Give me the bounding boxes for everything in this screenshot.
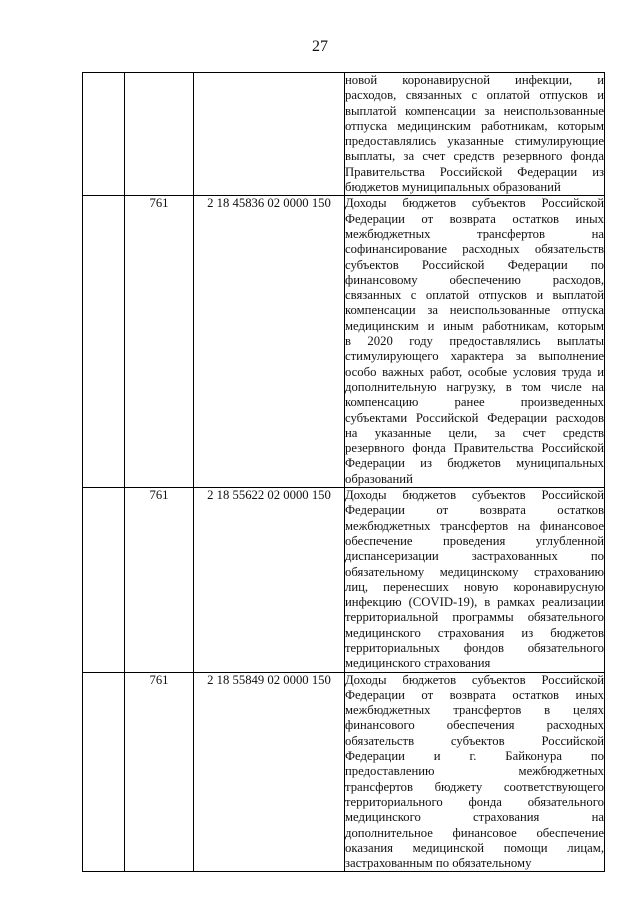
table-row bbox=[83, 488, 605, 673]
description-line: застрахованным по обязательному bbox=[345, 856, 532, 871]
description-cell bbox=[345, 196, 605, 488]
description-line: связанных с оплатой отпусков и выплатой bbox=[345, 288, 604, 303]
description-line: субъектами Российской Федерации расходов bbox=[345, 410, 604, 425]
description-line: Доходы бюджетов субъектов Российской bbox=[345, 488, 604, 503]
description-line: территориальной программы обязательного bbox=[345, 610, 604, 625]
admin-code-cell: 761 bbox=[125, 672, 194, 872]
description-line: на указанные цели, за счет средств bbox=[345, 425, 604, 440]
description-line: территориальных фондов обязательного bbox=[345, 640, 604, 655]
description-line: субъектов Российской Федерации по bbox=[345, 257, 604, 272]
description-line: межбюджетных трансфертов на bbox=[345, 226, 604, 241]
description-line: стимулирующего характера за выполнение bbox=[345, 349, 604, 364]
description-line: софинансирование расходных обязательств bbox=[345, 242, 604, 257]
budget-code-cell: 2 18 55849 02 0000 150 bbox=[194, 672, 345, 872]
row-number-cell bbox=[83, 73, 125, 196]
row-number-cell bbox=[83, 488, 125, 673]
budget-codes-table bbox=[82, 72, 605, 872]
description-line: Федерации от возврата остатков bbox=[345, 503, 604, 518]
description-cell bbox=[345, 672, 605, 872]
description-line: Федерации от возврата остатков иных bbox=[345, 211, 604, 226]
table-row bbox=[83, 73, 605, 196]
description-line: новой коронавирусной инфекции, и bbox=[345, 73, 604, 87]
budget-code-cell: 2 18 45836 02 0000 150 bbox=[194, 196, 345, 488]
description-line: медицинским и иным работникам, которым bbox=[345, 318, 604, 333]
row-number-cell bbox=[83, 196, 125, 488]
description-line: медицинского страхования из бюджетов bbox=[345, 625, 604, 640]
description-line: дополнительное финансовое обеспечение bbox=[345, 825, 604, 840]
description-line: Федерации от возврата остатков иных bbox=[345, 687, 604, 702]
budget-code-cell: 2 18 55622 02 0000 150 bbox=[194, 488, 345, 673]
description-line: территориального фонда обязательного bbox=[345, 794, 604, 809]
description-cell bbox=[345, 73, 605, 196]
page-number: 27 bbox=[312, 38, 328, 55]
description-line: предоставлялись указанные стимулирующие bbox=[345, 134, 604, 149]
description-line: особо важных работ, особые условия труда и bbox=[345, 364, 604, 379]
description-line: выплаты, за счет средств резервного фонда bbox=[345, 149, 604, 164]
description-line: трансфертов бюджету соответствующего bbox=[345, 779, 604, 794]
description-line: отпуска медицинским работникам, которым bbox=[345, 118, 604, 133]
table-row bbox=[83, 196, 605, 488]
admin-code-cell: 761 bbox=[125, 488, 194, 673]
table-row bbox=[83, 672, 605, 872]
description-line: образований bbox=[345, 471, 413, 486]
admin-code-cell bbox=[125, 73, 194, 196]
description-line: Правительства Российской Федерации из bbox=[345, 164, 604, 179]
description-line: инфекцию (COVID-19), в рамках реализации bbox=[345, 595, 604, 610]
description-line: Федерации и г. Байконура по bbox=[345, 749, 604, 764]
description-line: в 2020 году предоставлялись выплаты bbox=[345, 334, 604, 349]
admin-code-cell: 761 bbox=[125, 196, 194, 488]
description-line: Федерации из бюджетов муниципальных bbox=[345, 456, 604, 471]
description-line: компенсации за неиспользованные отпуска bbox=[345, 303, 604, 318]
row-number-cell bbox=[83, 672, 125, 872]
description-line: медицинского страхования bbox=[345, 656, 491, 671]
description-line: финансовому обеспечению расходов, bbox=[345, 272, 604, 287]
description-line: Доходы бюджетов субъектов Российской bbox=[345, 196, 604, 211]
description-line: выплатой компенсации за неиспользованные bbox=[345, 103, 604, 118]
description-line: расходов, связанных с оплатой отпусков и bbox=[345, 88, 604, 103]
description-line: лиц, перенесших новую коронавирусную bbox=[345, 579, 604, 594]
description-line: диспансеризации застрахованных по bbox=[345, 549, 604, 564]
description-line: межбюджетных трансфертов в целях bbox=[345, 703, 604, 718]
description-line: резервного фонда Правительства Российской bbox=[345, 441, 604, 456]
description-line: предоставлению межбюджетных bbox=[345, 764, 604, 779]
description-line: дополнительную нагрузку, в том числе на bbox=[345, 379, 604, 394]
budget-code-cell bbox=[194, 73, 345, 196]
description-line: медицинского страхования на bbox=[345, 810, 604, 825]
description-line: обязательному медицинскому страхованию bbox=[345, 564, 604, 579]
description-cell bbox=[345, 488, 605, 673]
description-line: обеспечение проведения углубленной bbox=[345, 533, 604, 548]
description-line: финансового обеспечения расходных bbox=[345, 718, 604, 733]
description-line: Доходы бюджетов субъектов Российской bbox=[345, 672, 604, 687]
description-line: компенсацию ранее произведенных bbox=[345, 395, 604, 410]
description-line: оказания медицинской помощи лицам, bbox=[345, 840, 604, 855]
description-line: бюджетов муниципальных образований bbox=[345, 180, 561, 195]
description-line: межбюджетных трансфертов на финансовое bbox=[345, 518, 604, 533]
description-line: обязательств субъектов Российской bbox=[345, 733, 604, 748]
